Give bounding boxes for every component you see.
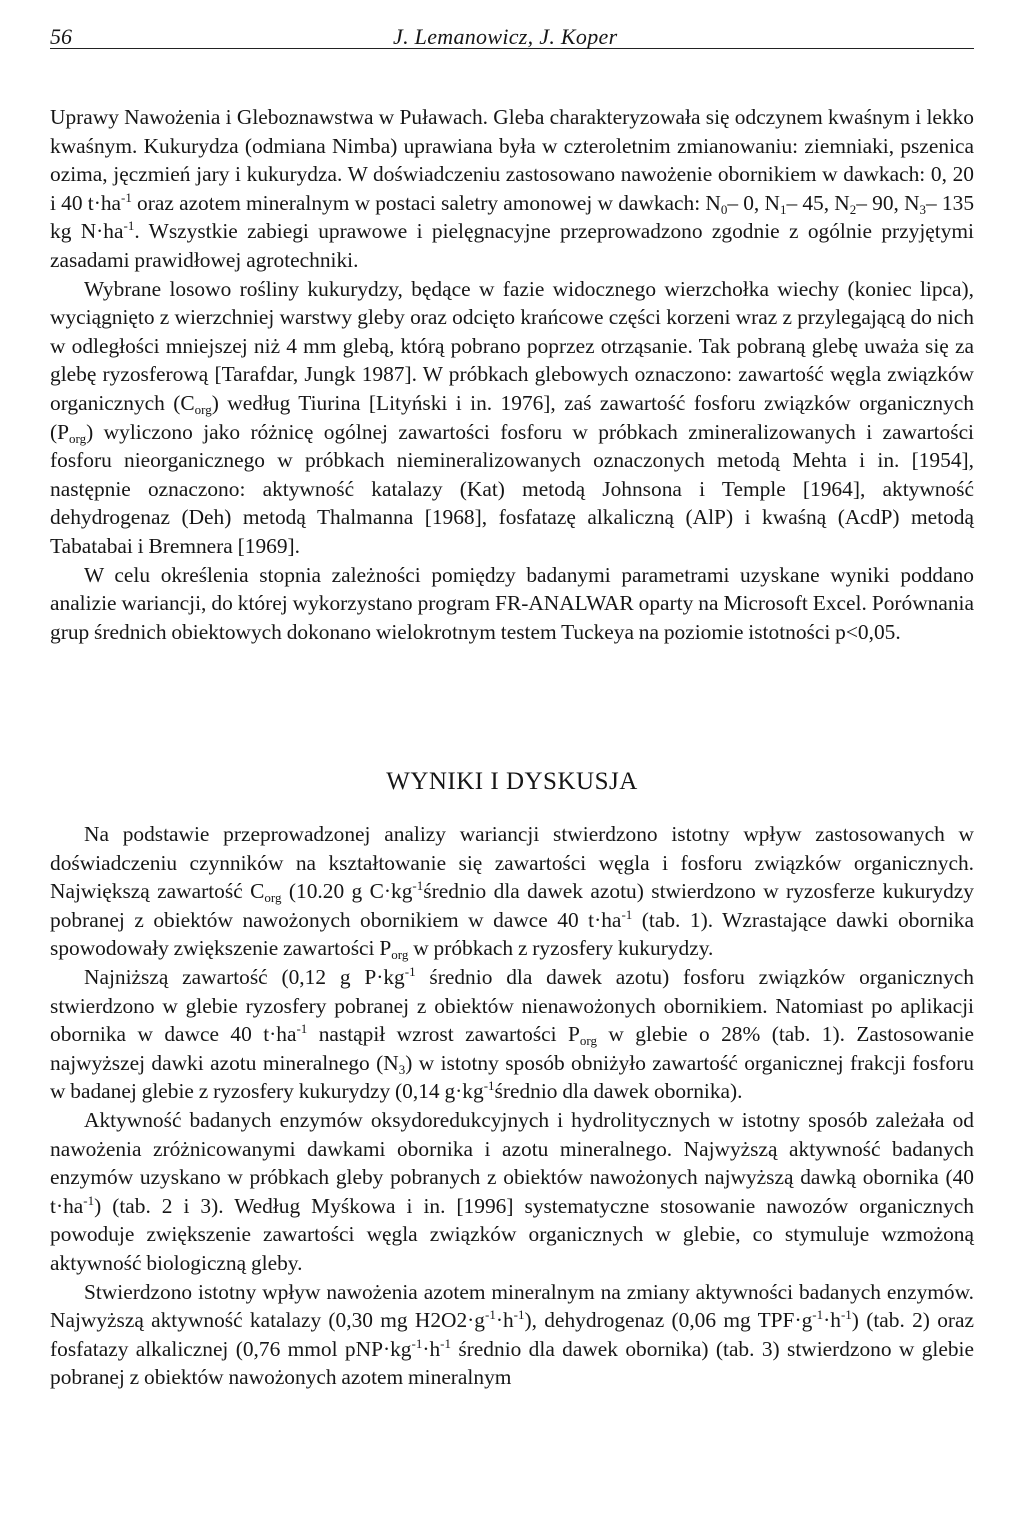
paragraph-4: Na podstawie przeprowadzonej analizy wariancji stwierdzono istotny wpływ zastosowanych w doświadczeniu czynników na kształtowanie się zawartości węgla i fosforu związków organicznych. Największą zawartość $C_{org}$ (10.20 g $C\cdot kg^{-1}średnio$ dla dawek azotu) stwierdzono w ryzosferze kukurydzy pobranej z obiektów nawożonych obornikiem w dawce 40 $t\cdot ha^{-1}$ (tab. 1). Wzrastające dawki obornika spowodowały zwiększenie zawartości $P_{org}$ w próbkach z ryzosfery kukurydzy. xyxy=(50,822,974,963)
page-number: 56 xyxy=(50,24,72,49)
paragraph-5: Najniższą zawartość (0,12 g $P\cdot kg^{-1}$ średnio dla dawek azotu) fosforu związków organicznych stwierdzono w glebie ryzosfery pobranej z obiektów nienawożonych obornikiem. Natomiast po aplikacji obornika w dawce 40 $t\cdot ha^{-1}$ nastąpił wzrost zawartości $P_{org}$ w glebie o 28% (tab. 1). Zastosowanie najwyższej dawki azotu mineralnego $(N_3)$ w istotny sposób obniżyło zawartość organicznej frakcji fosforu w badanej glebie z ryzosfery kukurydzy (0,14 $g\cdot kg^{-1}średnio$ dla dawek obornika). xyxy=(50,963,974,1104)
paragraph-6: Aktywność badanych enzymów oksydoredukcyjnych i hydrolitycznych w istotny sposób zależała od nawożenia zróżnicowanymi dawkami obornika i azotu mineralnego. Najwyższą aktywność badanych enzymów uzyskano w próbkach gleby pobranych z obiektów nawożonych najwyższą dawką obornika (40 $t\cdot ha^{-1}$) (tab. 2 i 3). Według Myśkowa i in. [1996] systematyczne stosowanie nawozów organicznych powoduje zwiększenie zawartości węgla związków organicznych w glebie, co stymuluje wzmożoną aktywność biologiczną gleby. xyxy=(50,1107,974,1275)
running-head-authors: J. Lemanowicz, J. Koper xyxy=(393,24,618,49)
paragraph-2: Wybrane losowo rośliny kukurydzy, będące w fazie widocznego wierzchołka wiechy (koniec lipca), wyciągnięto z wierzchniej warstwy gleby oraz odcięto krańcowe części korzeni wraz z przylegającą do nich w odległości mniejszej niż 4 mm glebą, którą pobrano poprzez otrząsanie. Tak pobraną glebę uważa się za glebę ryzosferową [Tarafdar, Jungk 1987]. W próbkach glebowych oznaczono: zawartość węgla związków organicznych $(C_{org})$ według Tiurina [Lityński i in. 1976], zaś zawartość fosforu związków organicznych $(P_{org})$ wyliczono jako różnicę ogólnej zawartości fosforu w próbkach zmineralizowanych i zawartości fosforu nieorganicznego w próbkach niemineralizowanych oznaczonych metodą Mehta i in. [1954], następnie oznaczono: aktywność katalazy (Kat) metodą Johnsona i Temple [1964], aktywność dehydrogenaz (Deh) metodą Thalmanna [1968], fosfatazę alkaliczną (AlP) i kwaśną (AcdP) metodą Tabatabai i Bremnera [1969]. xyxy=(50,276,974,558)
paragraph-7: Stwierdzono istotny wpływ nawożenia azotem mineralnym na zmiany aktywności badanych enzymów. Najwyższą aktywność katalazy (0,30 mg $H2O2\cdot g^{-1}\cdot h^{-1}$), dehydrogenaz (0,06 mg $TPF\cdot g^{-1}\cdot h^{-1}$) (tab. 2) oraz fosfatazy alkalicznej (0,76 mmol $pNP\cdot kg^{-1}\cdot h^{-1}$ średnio dla dawek obornika) (tab. 3) stwierdzono w glebie pobranej z obiektów nawożonych azotem mineralnym xyxy=(50,1279,974,1390)
methods-text xyxy=(50,103,974,646)
results-text xyxy=(50,820,974,1392)
paragraph-3: W celu określenia stopnia zależności pomiędzy badanymi parametrami uzyskane wyniki poddano analizie wariancji, do której wykorzystano program FR-ANALWAR oparty na Microsoft Excel. Porównania grup średnich obiektowych dokonano wielokrotnym testem Tuckeya na poziomie istotności p<0,05. xyxy=(50,562,974,644)
paragraph-1: Uprawy Nawożenia i Gleboznawstwa w Puławach. Gleba charakteryzowała się odczynem kwaśnym i lekko kwaśnym. Kukurydza (odmiana Nimba) uprawiana była w czteroletnim zmianowaniu: ziemniaki, pszenica ozima, jęczmień jary i kukurydza. W doświadczeniu zastosowano nawożenie obornikiem w dawkach: 0, 20 i 40 $t\cdot ha^{-1}$ oraz azotem mineralnym w postaci saletry amonowej w dawkach: $N_0-$ 0, $N_1-$ 45, $N_2-$ 90, $N_3-$ 135 kg $N\cdot ha^{-1}$. Wszystkie zabiegi uprawowe i pielęgnacyjne przeprowadzono zgodnie z ogólnie przyjętymi zasadami prawidłowej agrotechniki. xyxy=(50,105,975,272)
section-title: WYNIKI I DYSKUSJA xyxy=(386,768,638,795)
running-header xyxy=(50,12,974,49)
